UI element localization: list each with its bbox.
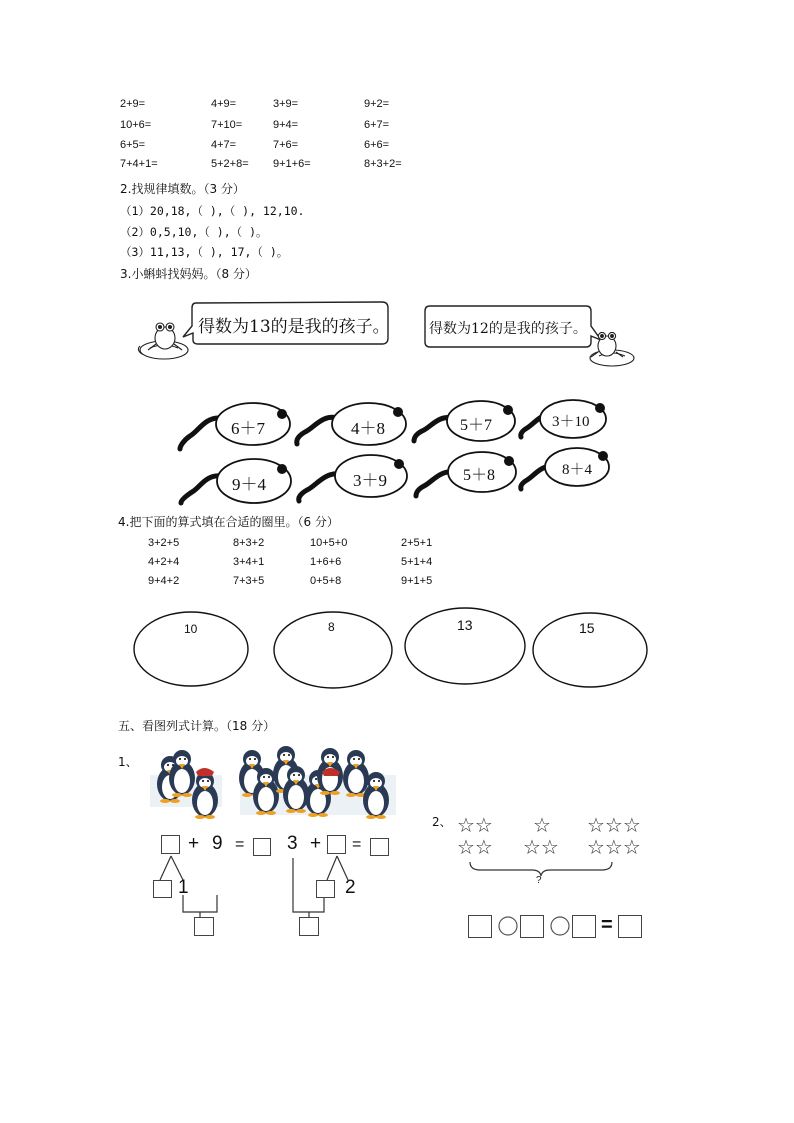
number-1: 1	[178, 877, 189, 898]
bubble-left-text: 得数为13的是我的孩子。	[198, 317, 390, 337]
calc-item: 8+3+2=	[364, 158, 402, 170]
answer-box[interactable]	[299, 917, 319, 936]
q4-expr[interactable]: 10+5+0	[310, 537, 348, 549]
star-icon: ☆☆☆	[587, 813, 641, 837]
star-icon: ☆☆☆	[587, 835, 641, 859]
q4-expr[interactable]: 4+2+4	[148, 556, 180, 568]
answer-box[interactable]	[327, 835, 346, 854]
tadpole-label: 3＋9	[353, 471, 387, 490]
tadpole-label: 6＋7	[231, 419, 265, 438]
calc-item: 3+9=	[273, 98, 299, 110]
q4-expr[interactable]: 2+5+1	[401, 537, 433, 549]
calc-item: 7+4+1=	[120, 158, 158, 170]
q2-item: （1）20,18,（ ),（ ), 12,10.	[120, 204, 305, 218]
answer-box[interactable]	[520, 915, 544, 938]
tadpole-label: 4＋8	[351, 419, 385, 438]
q4-expr[interactable]: 7+3+5	[233, 575, 265, 587]
tadpole-label: 5＋8	[463, 467, 496, 484]
equals-sign: =	[352, 836, 362, 853]
question-mark: ?	[536, 875, 542, 886]
answer-box[interactable]	[153, 880, 172, 898]
calc-item: 7+6=	[273, 139, 299, 151]
q4-expr[interactable]: 9+4+2	[148, 575, 180, 587]
q4-expr[interactable]: 3+2+5	[148, 537, 180, 549]
equals-sign: =	[601, 914, 613, 936]
answer-box[interactable]	[161, 835, 180, 854]
answer-box[interactable]	[194, 917, 214, 936]
q4-expr[interactable]: 5+1+4	[401, 556, 433, 568]
star-icon: ☆☆	[457, 835, 493, 859]
q2-item: （2）0,5,10,（ ),（ )。	[120, 225, 268, 239]
calc-item: 7+10=	[211, 119, 243, 131]
q5-part1-label: 1、	[118, 755, 138, 769]
equals-sign: =	[235, 836, 245, 853]
plus-sign: +	[188, 833, 200, 854]
q4-expr[interactable]: 9+1+5	[401, 575, 433, 587]
calc-item: 9+1+6=	[273, 158, 311, 170]
answer-box[interactable]	[572, 915, 596, 938]
plus-sign: +	[310, 833, 322, 854]
star-icon: ☆☆	[457, 813, 493, 837]
calc-item: 9+4=	[273, 119, 299, 131]
q2-item: （3）11,13,（ ), 17,（ )。	[120, 245, 289, 259]
q5-title: 五、看图列式计算。（18 分）	[118, 719, 276, 733]
answer-box[interactable]	[468, 915, 492, 938]
q2-title: 2.找规律填数。（3 分）	[120, 182, 245, 196]
circle-label: 10	[184, 622, 198, 636]
calc-item: 5+2+8=	[211, 158, 249, 170]
answer-box[interactable]	[316, 880, 335, 898]
answer-box[interactable]	[253, 838, 271, 856]
q4-title: 4.把下面的算式填在合适的圈里。（6 分）	[118, 515, 339, 529]
calc-item: 6+6=	[364, 139, 390, 151]
q4-expr[interactable]: 8+3+2	[233, 537, 265, 549]
calc-item: 10+6=	[120, 119, 152, 131]
q4-expr[interactable]: 1+6+6	[310, 556, 342, 568]
star-icon: ☆	[533, 813, 551, 837]
calc-item: 6+5=	[120, 139, 146, 151]
number-3: 3	[287, 833, 298, 854]
tadpole-label: 3＋10	[552, 414, 590, 430]
bubble-right-text: 得数为12的是我的孩子。	[429, 321, 587, 337]
q4-expr[interactable]: 0+5+8	[310, 575, 342, 587]
circle-label: 15	[579, 620, 595, 636]
calc-item: 2+9=	[120, 98, 146, 110]
circle-label: 8	[328, 620, 335, 634]
tadpole-label: 5＋7	[460, 417, 493, 434]
tadpole-label: 9＋4	[232, 475, 266, 494]
calc-item: 9+2=	[364, 98, 390, 110]
answer-box[interactable]	[370, 838, 389, 856]
q3-title: 3.小蝌蚪找妈妈。（8 分）	[120, 267, 257, 281]
answer-box[interactable]	[618, 915, 642, 938]
number-9: 9	[212, 833, 223, 854]
calc-item: 6+7=	[364, 119, 390, 131]
tadpole-label: 8＋4	[562, 462, 593, 478]
circle-label: 13	[457, 617, 473, 633]
q4-expr[interactable]: 3+4+1	[233, 556, 265, 568]
star-icon: ☆☆	[523, 835, 559, 859]
number-2: 2	[345, 877, 356, 898]
calc-item: 4+7=	[211, 139, 237, 151]
q5-part2-label: 2、	[432, 815, 452, 829]
calc-item: 4+9=	[211, 98, 237, 110]
